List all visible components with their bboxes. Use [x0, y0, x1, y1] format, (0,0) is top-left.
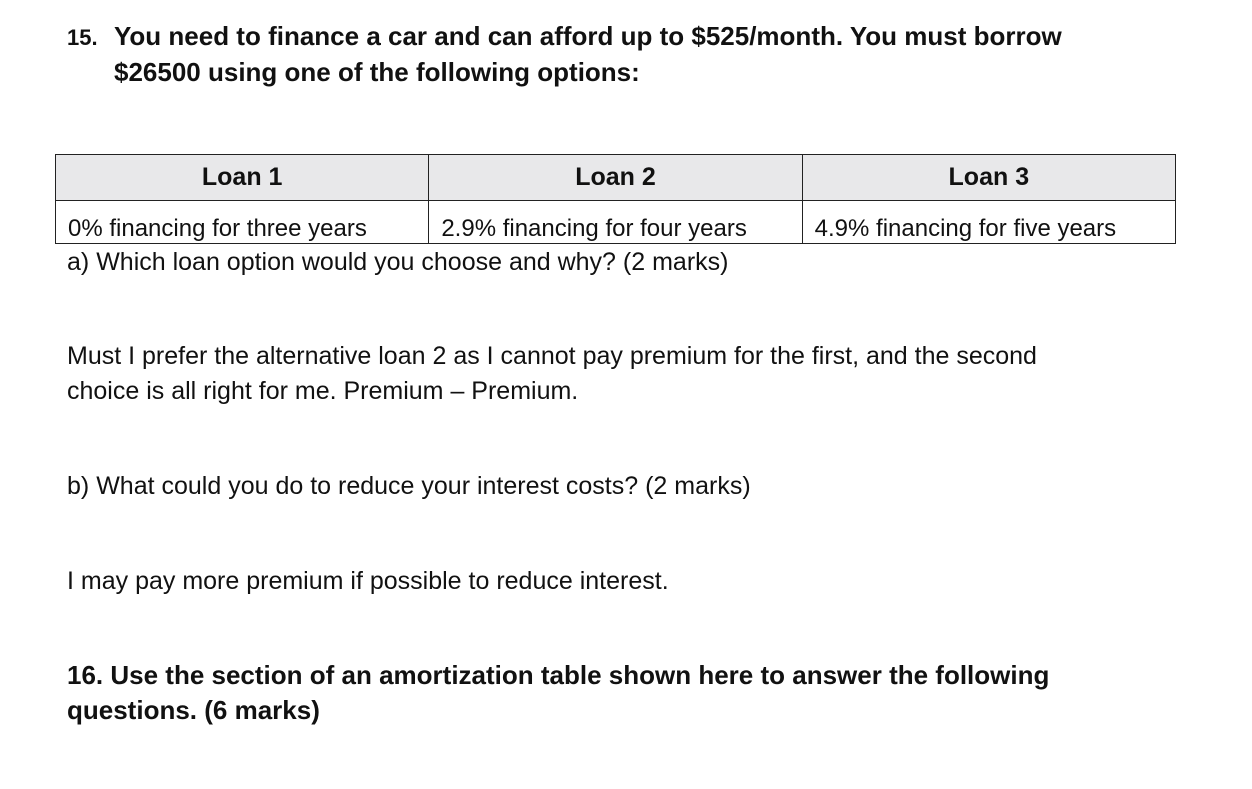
part-a-answer-line-2: choice is all right for me. Premium – Premium. — [67, 377, 579, 405]
cell-loan-2: 2.9% financing for four years — [429, 201, 802, 244]
question-15-number: 15. — [67, 25, 98, 50]
part-a-question — [67, 245, 728, 280]
loan-options-table — [55, 154, 1176, 244]
part-b-question-text: What could you do to reduce your interest costs? (2 marks) — [96, 472, 751, 500]
question-15 — [67, 18, 1187, 90]
question-16-line-2: questions. (6 marks) — [67, 695, 320, 725]
part-a-question-text: Which loan option would you choose and why? (2 marks) — [96, 248, 729, 276]
part-b-answer: I may pay more premium if possible to reduce interest. — [67, 567, 669, 595]
table-header-row — [56, 155, 1176, 201]
part-b-question — [67, 469, 751, 504]
question-16-line-1: 16. Use the section of an amortization table shown here to answer the following — [67, 660, 1050, 690]
header-loan-3: Loan 3 — [802, 155, 1175, 201]
table-row — [56, 201, 1176, 244]
header-loan-1: Loan 1 — [56, 155, 429, 201]
question-15-text-line-1: You need to finance a car and can afford up to $525/month. You must borrow — [114, 21, 1062, 51]
cell-loan-1: 0% financing for three years — [56, 201, 429, 244]
part-a-answer-line-1: Must I prefer the alternative loan 2 as I cannot pay premium for the first, and the second — [67, 342, 1037, 370]
cell-loan-3: 4.9% financing for five years — [802, 201, 1175, 244]
question-15-text-line-2: $26500 using one of the following options: — [114, 57, 640, 87]
part-b-label: b) — [67, 472, 90, 500]
header-loan-2: Loan 2 — [429, 155, 802, 201]
part-a-label: a) — [67, 248, 90, 276]
